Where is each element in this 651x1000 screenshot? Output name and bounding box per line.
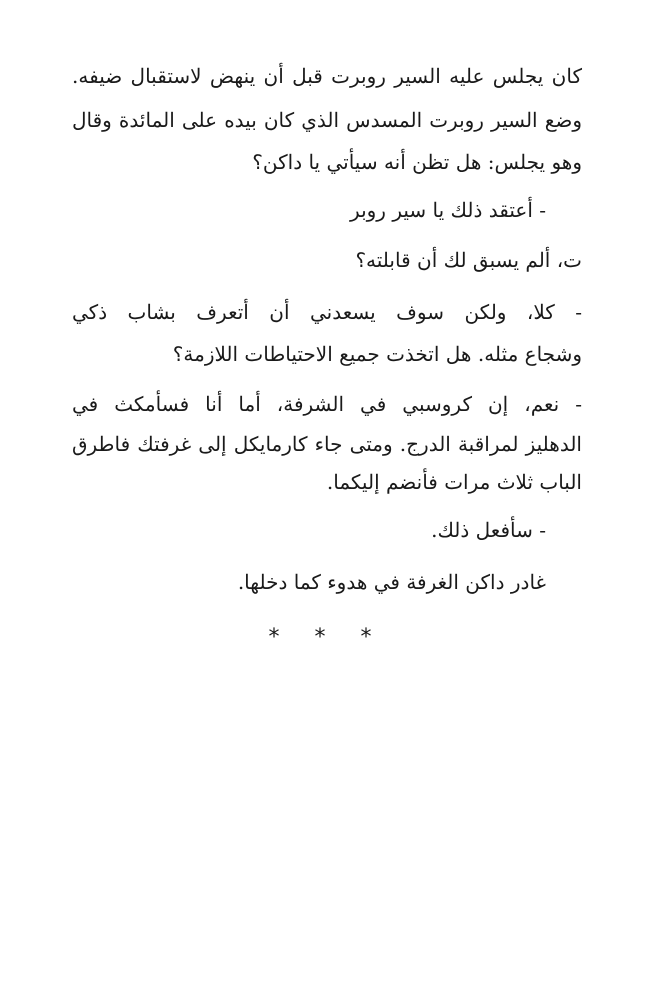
text-line-p5-l2: الدهليز لمراقبة الدرج. ومتى جاء كارمايكل إلى غرفتك فاطرق: [72, 432, 582, 456]
text-line-p7-l1: غادر داكن الغرفة في هدوء كما دخلها.: [237, 570, 546, 594]
text-line-p1-l2: وضع السير روبرت المسدس الذي كان بيده على المائدة وقال: [72, 108, 582, 132]
dialogue-line-3: - سأفعل ذلك.: [431, 518, 546, 542]
text-line-p5-l3: الباب ثلاث مرات فأنضم إليكما.: [326, 470, 582, 494]
text-line-p4-l1: - كلا، ولكن سوف يسعدني أن أتعرف بشاب ذكي: [72, 300, 582, 324]
book-page: [72, 0, 582, 1000]
text-line-p1-l1: كان يجلس عليه السير روبرت قبل أن ينهض لاستقبال ضيفه.: [72, 64, 582, 88]
text-line-p5-l1: - نعم، إن كروسبي في الشرفة، أما أنا فسأمكث في: [72, 392, 582, 416]
dialogue-line-1: - أعتقد ذلك يا سير روبر: [350, 198, 546, 222]
text-line-p1-l3: وهو يجلس: هل تظن أنه سيأتي يا داكن؟: [252, 150, 582, 174]
section-break-asterisks: * * *: [268, 625, 386, 650]
dialogue-line-2: ت، ألم يسبق لك أن قابلته؟: [355, 248, 582, 272]
text-line-p4-l2: وشجاع مثله. هل اتخذت جميع الاحتياطات اللازمة؟: [172, 342, 582, 366]
